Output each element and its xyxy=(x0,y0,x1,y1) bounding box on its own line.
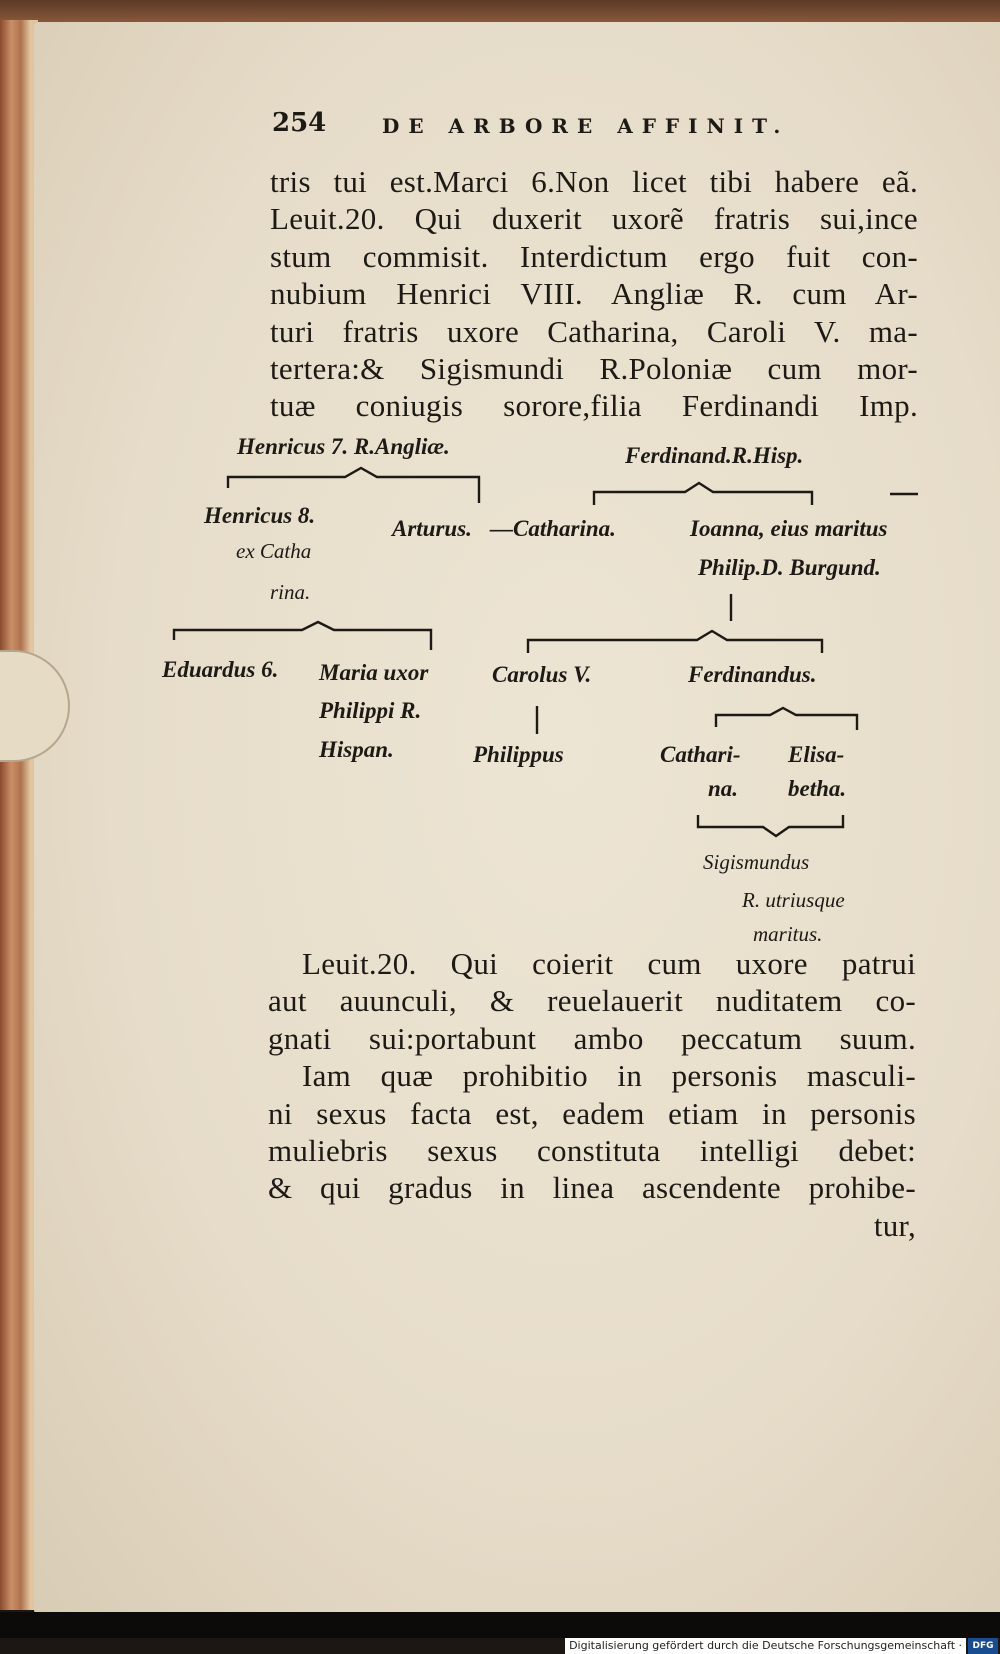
text-line: tertera:& Sigismundi R.Poloniæ cum mor- xyxy=(270,351,918,387)
paragraph-2 xyxy=(268,945,916,1244)
node-carolus: Carolus V. xyxy=(492,662,592,687)
node-maria-line3: Hispan. xyxy=(319,737,394,762)
text-line: ni sexus facta est, eadem etiam in personis xyxy=(268,1095,916,1131)
page-number: 254 xyxy=(272,108,327,138)
node-henricus8-line2: ex Catha xyxy=(236,539,312,563)
running-head xyxy=(270,108,830,148)
paragraph-1 xyxy=(270,163,918,425)
node-ferdinandus: Ferdinandus. xyxy=(688,662,817,687)
text-line: & qui gradus in linea ascendente prohibe- xyxy=(268,1170,916,1206)
text-line: nubium Henrici VIII. Angliæ R. cum Ar- xyxy=(270,276,918,312)
running-title: DE ARBORE AFFINIT. xyxy=(382,114,790,138)
node-maria-line2: Philippi R. xyxy=(319,698,422,723)
dfg-logo: DFG xyxy=(968,1638,998,1654)
text-line: Leuit.20. Qui coierit cum uxore patrui xyxy=(302,946,916,981)
text-line: Leuit.20. Qui duxerit uxorẽ fratris sui,ince xyxy=(270,201,918,237)
digitization-credit: Digitalisierung gefördert durch die Deutsche Forschungsgemeinschaft · xyxy=(565,1638,966,1654)
node-maria-line1: Maria uxor xyxy=(319,660,429,685)
text-line: tris tui est.Marci 6.Non licet tibi habere eã. xyxy=(270,164,918,199)
node-ioanna-line1: Ioanna, eius maritus xyxy=(690,516,888,541)
text-line: turi fratris uxore Catharina, Caroli V. ma- xyxy=(270,313,918,349)
node-elisabetha-line1: Elisa- xyxy=(788,742,845,767)
text-line: aut auunculi, & reuelauerit nuditatem co- xyxy=(268,983,916,1019)
text-line: tuæ coniugis sorore,filia Ferdinandi Imp. xyxy=(270,388,918,424)
node-ioanna-line2: Philip.D. Burgund. xyxy=(698,555,881,580)
node-sigismundus-line3: maritus. xyxy=(753,922,823,946)
node-ferdinand-hisp: Ferdinand.R.Hisp. xyxy=(625,443,804,468)
node-philippus: Philippus xyxy=(473,742,564,767)
node-henricus8-line3: rina. xyxy=(270,580,311,604)
text-line: muliebris sexus constituta intelligi debet: xyxy=(268,1133,916,1169)
book-page-edges xyxy=(0,20,38,1610)
node-henricus8-line1: Henricus 8. xyxy=(204,503,316,528)
node-henricus7: Henricus 7. R.Angliæ. xyxy=(237,434,450,459)
node-arturus: Arturus. xyxy=(392,516,472,541)
node-catharina2-line2: na. xyxy=(708,776,739,801)
book-top-edge xyxy=(0,0,1000,24)
text-line: Iam quæ prohibitio in personis masculi- xyxy=(302,1058,916,1094)
text-line: gnati sui:portabunt ambo peccatum suum. xyxy=(268,1020,916,1056)
node-sigismundus-line1: Sigismundus xyxy=(703,850,810,874)
node-sigismundus-line2: R. utriusque xyxy=(742,888,845,912)
node-catharina2-line1: Cathari- xyxy=(660,742,741,767)
node-catharina: —Catharina. xyxy=(490,516,616,541)
book-bottom-edge xyxy=(0,1612,1000,1638)
node-eduardus: Eduardus 6. xyxy=(162,657,279,682)
text-line: tur, xyxy=(873,1207,916,1243)
node-elisabetha-line2: betha. xyxy=(788,776,847,801)
text-line: stum commisit. Interdictum ergo fuit con- xyxy=(270,238,918,274)
